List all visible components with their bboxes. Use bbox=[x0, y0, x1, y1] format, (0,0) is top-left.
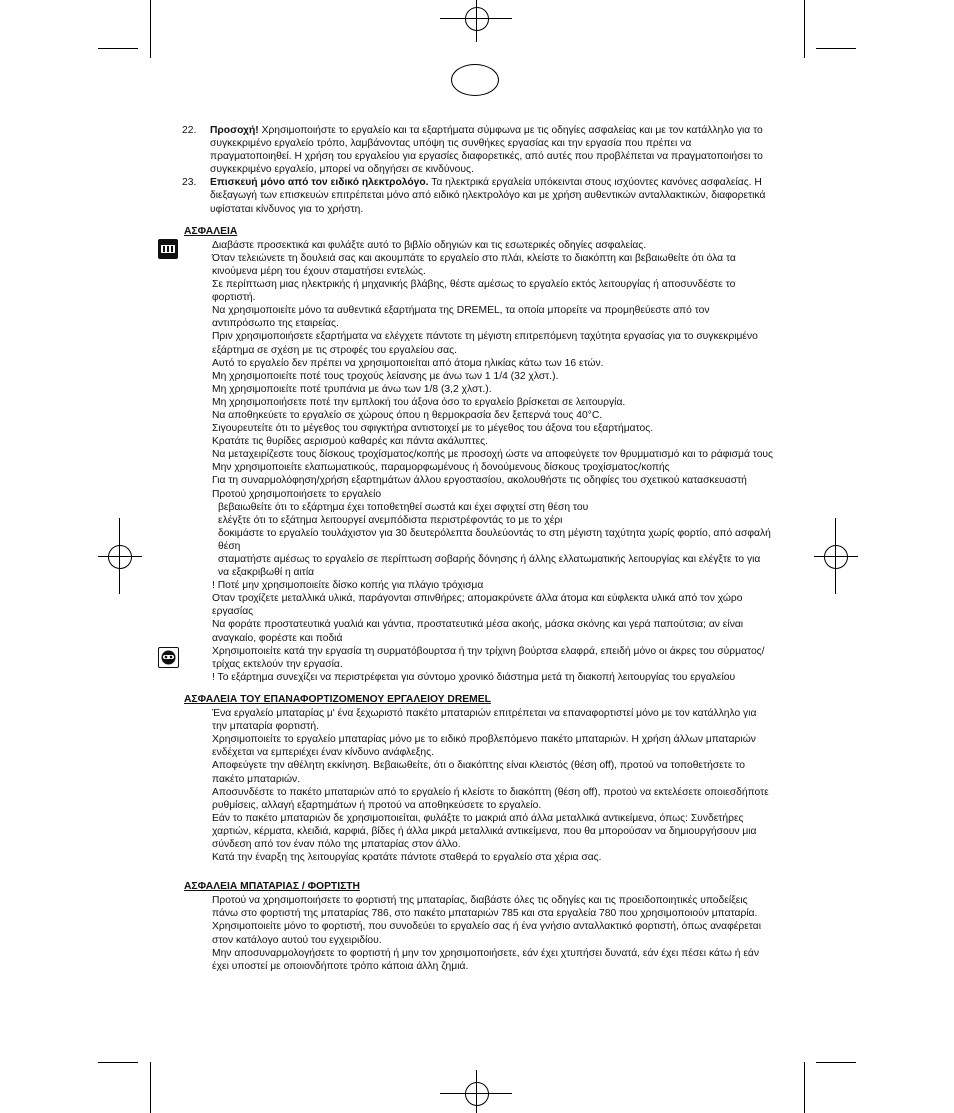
item-title: Προσοχή! bbox=[210, 125, 259, 136]
manual-page-content bbox=[184, 124, 774, 973]
paragraph: Σιγουρευτείτε ότι το μέγεθος του σφιγκτήρα αντιστοιχεί με το μέγεθος του άξονα του εξαρτήματος. bbox=[212, 423, 654, 435]
item-number: 23. bbox=[182, 177, 197, 189]
paragraph: Χρησιμοποιείτε μόνο το φορτιστή, που συνοδεύει το εργαλείο σας ή ένα γνήσιο ανταλλακτικό φορτιστή, όπως αναφέρεται στον κατάλογο αυτού του εγχειριδίου. bbox=[212, 921, 762, 946]
item-number: 22. bbox=[182, 125, 197, 136]
paragraph: Προτού να χρησιμοποιήσετε το φορτιστή της μπαταρίας, διαβάστε όλες τις οδηγίες και τις προειδοποιητικές υποδείξεις πάνω στο φορτιστή της μπαταρίας 786, στο πακέτο μπαταριών 785 και στα εργαλεία 780 που χρησιμοποιούν μπαταρία. bbox=[212, 895, 758, 920]
section-body bbox=[184, 894, 774, 973]
safety-gear-icon bbox=[158, 647, 179, 668]
paragraph: Να χρησιμοποιείτε μόνο τα αυθεντικά εξαρτήματα της DREMEL, τα οποία μπορείτε να προμηθεύεστε από τον αντιπρόσωπο της εταιρείας. bbox=[212, 305, 710, 330]
sub-item: σταματήστε αμέσως το εργαλείο σε περίπτωση σοβαρής δόνησης ή άλλης ελλατωματικής λειτουργίας και ελέγξτε το για να εξακριβωθί η αιτία bbox=[218, 554, 761, 579]
paragraph: Κρατάτε τις θυρίδες αερισμού καθαρές και πάντα ακάλυπτες. bbox=[212, 436, 488, 448]
paragraph: Πριν χρησιμοποιήσετε εξαρτήματα να ελέγχετε πάντοτε τη μέγιστη επιτρεπόμενη ταχύτητα εργασίας για το συγκεκριμένο εξάρτημα σε σχέση με τις στροφές του εργαλείου σας. bbox=[212, 331, 758, 356]
item-text: Χρησιμοποιήστε το εργαλείο και τα εξαρτήματα σύμφωνα με τις οδηγίες ασφαλείας και με τον κατάλληλο για το συγκεκριμένο εργαλείο τρόπο, λαμβάνοντας υπόψη τις συνθήκες εργασίας και την εργασία που πρέπει να πραγματοποιηθεί. Η χρήση του εργαλείου για εργασίες διαφορετικές, από αυτές που προβλέπεται να πραγματοποιήσει το συγκεκριμένο εργαλείο, μπορεί να οδηγήσει σε κινδύνους. bbox=[210, 125, 763, 176]
paragraph: Χρησιμοποιείτε κατά την εργασία τη συρματόβουρτσα ή την τρίχινη βούρτσα ελαφρά, επειδή μόνο οι άκρες του σύρματος/τρίχας εκτελούν την εργασία. bbox=[212, 645, 765, 670]
paragraph: Διαβάστε προσεκτικά και φυλάξτε αυτό το βιβλίο οδηγιών και τις εσωτερικές οδηγίες ασφαλείας. bbox=[212, 239, 647, 251]
paragraph: Ένα εργαλείο μπαταρίας μ' ένα ξεχωριστό πακέτο μπαταριών επιτρέπεται να επαναφορτιστεί μόνο με τον κατάλληλο για την μπαταρία φορτιστή. bbox=[212, 708, 757, 733]
sub-list bbox=[212, 501, 774, 580]
crop-mark bbox=[816, 48, 856, 49]
crop-mark bbox=[98, 1062, 138, 1063]
paragraph: Κατά την έναρξη της λειτουργίας κρατάτε πάντοτε σταθερά το εργαλείο στα χέρια σας. bbox=[212, 852, 602, 864]
numbered-item bbox=[184, 124, 774, 176]
paragraph: ! Ποτέ μην χρησιμοποιείτε δίσκο κοπής για πλάγιο τρόχισμα bbox=[212, 580, 484, 592]
section-heading: ΑΣΦΑΛΕΙΑ ΤΟΥ ΕΠΑΝΑΦΟΡΤΙΖΟΜΕΝΟΥ ΕΡΓΑΛΕΙΟΥ DREMEL bbox=[184, 693, 491, 705]
paragraph: Μη χρησιμοποιείτε ποτέ τους τροχούς λείανσης με άνω των 1 1/4 (32 χλστ.). bbox=[212, 370, 559, 382]
sub-item: δοκιμάστε το εργαλείο τουλάχιστον για 30 δευτερόλεπτα δουλεύοντάς το στη μέγιστη ταχύτητα χωρίς φορτίο, από ασφαλή θέση bbox=[218, 527, 771, 552]
paragraph: Για τη συναρμολόφηση/χρήση εξαρτημάτων άλλου εργοστασίου, ακολουθήστε τις οδηφίες του σχετικού κατασκευαστή bbox=[212, 475, 747, 487]
paragraph: Μην χρησιμοποιείτε ελαπωματικούς, παραμορφωμένους ή δονούμενους δίσκους τροχίσματος/κοπής bbox=[212, 462, 670, 474]
paragraph: Αποσυνδέστε το πακέτο μπαταριών από το εργαλείο ή κλείστε το διακόπτη (θέση off), προτού να εκτελέσετε οποιεσδήποτε ρυθμίσεις, αλλαγή εξαρτημάτων ή προτού να αποθηκεύσετε το εργαλείο. bbox=[212, 786, 769, 811]
paragraph: Εάν το πακέτο μπαταριών δε χρησιμοποιείται, φυλάξτε το μακριά από άλλα μεταλλικά αντικείμενα, όπως: Συνδετήρες χαρτιών, κέρματα, κλειδιά, καρφιά, βίδες ή άλλα μικρά μεταλλικά αντικείμενα, που θα μπορούσαν να δημιουργήσουν μια σύνδεση από τον έναν πόλο της μπαταρίας στον άλλο. bbox=[212, 812, 757, 850]
language-badge-oval bbox=[451, 64, 499, 96]
crop-mark bbox=[816, 1062, 856, 1063]
paragraph: Σε περίπτωση μιας ηλεκτρικής ή μηχανικής βλάβης, θέστε αμέσως το εργαλείο εκτός λειτουργίας ή αποσυνδέστε το φορτιστή. bbox=[212, 279, 736, 304]
item-text: Τα ηλεκτρικά εργαλεία υπόκεινται στους ισχύοντες κανόνες ασφαλείας. Η διεξαγωγή των επισκευών επιτρέπεται μόνο από ειδικό ηλεκτρολόγο και με χρήση αυθεντικών ανταλλακτικών, διαφορετικά υφίσταται κίνδυνος για το χρήστη. bbox=[210, 177, 766, 215]
paragraph: Να φοράτε προστατευτικά γυαλιά και γάντια, προστατευτικά μέσα ακοής, μάσκα σκόνης και γερά παπούτσια; αν είναι αναγκαίο, φορέστε και ποδιά bbox=[212, 619, 744, 644]
section-heading: ΑΣΦΑΛΕΙΑ ΜΠΑΤΑΡΙΑΣ / ΦΟΡΤΙΣΤΗ bbox=[184, 881, 360, 893]
paragraph: Μη χρησιμοποιήσετε ποτέ την εμπλοκή του άξονα όσο το εργαλείο βρίσκεται σε λειτουργία. bbox=[212, 396, 626, 408]
paragraph: ! Το εξάρτημα συνεχίζει να περιστρέφεται για σύντομο χρονικό διάστημα μετά τη διακοπή λειτουργίας του εργαλείου bbox=[212, 671, 736, 683]
paragraph: Μη χρησιμοποιείτε ποτέ τρυπάνια με άνω των 1/8 (3,2 χλστ.). bbox=[212, 383, 492, 395]
paragraph: Προτού χρησιμοποιήσετε το εργαλείο bbox=[212, 488, 382, 500]
sub-item: ελέγξτε ότι το εξάτημα λειτουργεί ανεμπόδιστα περιστρέφοντάς το με το χέρι bbox=[218, 514, 563, 526]
section-body bbox=[184, 707, 774, 864]
manual-icon bbox=[158, 239, 178, 259]
paragraph: Να αποθηκεύετε το εργαλείο σε χώρους όπου η θερμοκρασία δεν ξεπερνά τους 40°C. bbox=[212, 409, 603, 421]
crop-mark bbox=[98, 48, 138, 49]
numbered-item bbox=[184, 176, 774, 215]
paragraph: Οταν τροχίζετε μεταλλικά υλικά, παράγονται σπινθήρες; απομακρύνετε άλλα άτομα και εύφλεκτα υλικά από τον χώρο εργασίας bbox=[212, 593, 743, 618]
paragraph: Χρησιμοποιείτε το εργαλείο μπαταρίας μόνο με το ειδικό προβλεπόμενο πακέτο μπαταριών. Η χρήση άλλων μπαταριών ενδέχεται να εμπεριέχει έναν κίνδυνο ανάφλεξης. bbox=[212, 734, 756, 759]
paragraph: Όταν τελειώνετε τη δουλειά σας και ακουμπάτε το εργαλείο στο πλάι, κλείστε το διακόπτη και βεβαιωθείτε ότι όλα τα κινούμενα μέρη του έχουν σταματήσει εντελώς. bbox=[212, 252, 736, 277]
crop-mark bbox=[150, 1062, 151, 1113]
paragraph: Μην αποσυναρμολογήσετε το φορτιστή ή μην τον χρησιμοποιήσετε, εάν έχει χτυπήσει δυνατά, εάν έχει πέσει κάτω ή εάν έχει υποστεί με οποιονδήποτε τρόπο κάποια άλλη ζημιά. bbox=[212, 947, 760, 972]
crop-mark bbox=[150, 0, 151, 58]
sub-item: βεβαιωθείτε ότι το εξάρτημα έχει τοποθετηθεί σωστά και έχει σφιχτεί στη θέση του bbox=[218, 501, 589, 513]
crop-mark bbox=[804, 0, 805, 58]
paragraph: Αυτό το εργαλείο δεν πρέπει να χρησιμοποιείται από άτομα ηλικίας κάτω των 16 ετών. bbox=[212, 357, 604, 369]
item-title: Επισκευή μόνο από τον ειδικό ηλεκτρολόγο. bbox=[210, 177, 429, 189]
paragraph: Να μεταχειρίζεστε τους δίσκους τροχίσματος/κοπής με προσοχή ώστε να αποφεύγετε τον θρυμματισμό και το ράφισμά τους bbox=[212, 449, 774, 461]
crop-mark bbox=[804, 1062, 805, 1113]
section-heading: ΑΣΦΑΛΕΙΑ bbox=[184, 225, 238, 237]
paragraph: Αποφεύγετε την αθέλητη εκκίνηση. Βεβαιωθείτε, ότι ο διακόπτης είναι κλειστός (θέση off), προτού να τοποθετήσετε το πακέτο μπαταριών. bbox=[212, 760, 745, 785]
section-body bbox=[184, 239, 774, 684]
